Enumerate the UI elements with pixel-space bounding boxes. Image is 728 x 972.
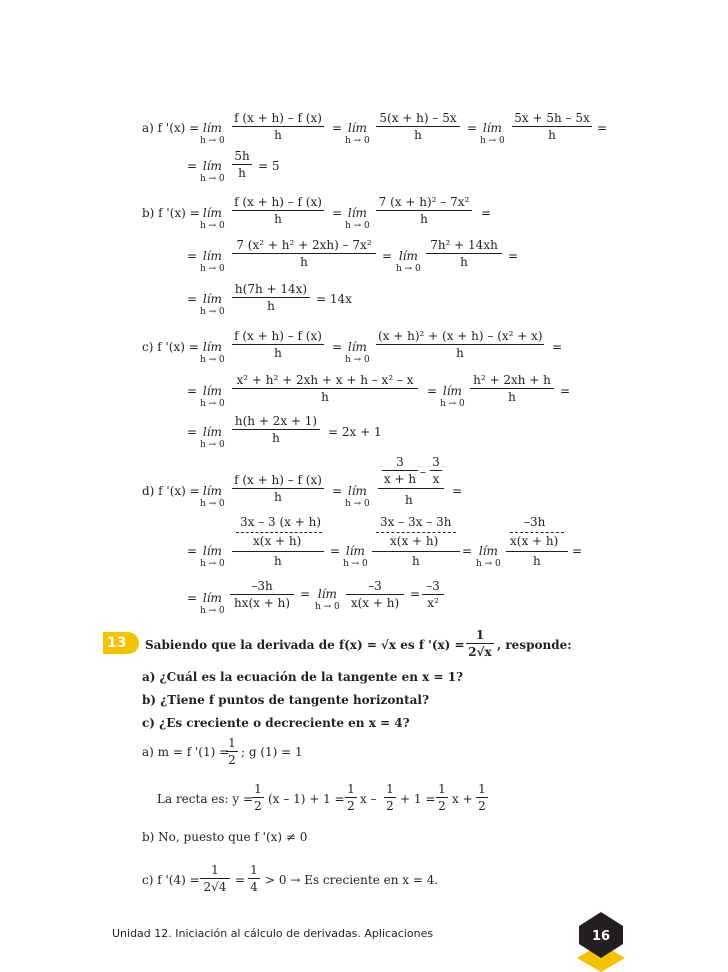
- fraction: 7 (x + h)² – 7x² h: [376, 196, 472, 225]
- equals-sign: =: [332, 206, 343, 220]
- fraction: f (x + h) – f (x) h: [232, 474, 324, 503]
- equals-sign: =: [508, 249, 519, 263]
- equals-sign: =: [452, 484, 463, 498]
- limit: lím h → 0: [200, 544, 225, 569]
- result: = 2x + 1: [328, 425, 382, 439]
- answer-c: c) f '(4) =: [142, 873, 200, 887]
- equals-sign: =: [187, 159, 198, 173]
- fraction: 1 2√4: [200, 864, 230, 893]
- equals-sign: =: [410, 587, 421, 601]
- limit: lím h → 0: [200, 384, 225, 409]
- numerator: 3x – 3 (x + h): [240, 515, 322, 529]
- equation-term: x +: [452, 792, 473, 806]
- limit: lím h → 0: [343, 544, 368, 569]
- fraction: 5x + 5h – 5x h: [512, 112, 592, 141]
- numerator: x(x + h): [510, 534, 559, 548]
- equals-sign: =: [462, 544, 473, 558]
- fraction: 1 2√x: [466, 629, 494, 658]
- fraction-bar: [232, 551, 324, 552]
- limit: lím h → 0: [200, 121, 225, 146]
- question-a: a) ¿Cuál es la ecuación de la tangente en x = 1?: [142, 670, 464, 684]
- fraction: 1 2: [384, 783, 396, 812]
- equals-sign: =: [187, 249, 198, 263]
- numerator: 3x – 3x – 3h: [380, 515, 452, 529]
- equals-sign: =: [467, 121, 478, 135]
- answer-a: a) m = f '(1) =: [142, 745, 230, 759]
- equals-sign: =: [560, 384, 571, 398]
- fraction: f (x + h) – f (x) h: [232, 196, 324, 225]
- fraction: f (x + h) – f (x) h: [232, 330, 324, 359]
- part-c-label: c) f '(x) =: [142, 340, 199, 354]
- fraction: (x + h)² + (x + h) – (x² + x) h: [378, 329, 543, 360]
- fraction: 3 x: [430, 456, 442, 485]
- answer-c-conclusion: > 0 → Es creciente en x = 4.: [265, 873, 439, 887]
- equals-sign: =: [332, 121, 343, 135]
- limit: lím h → 0: [200, 484, 225, 509]
- limit: lím h → 0: [345, 121, 370, 146]
- limit: lím h → 0: [200, 206, 225, 231]
- limit: lím h → 0: [315, 587, 340, 612]
- fraction-bar: [236, 532, 322, 533]
- denominator: h: [412, 554, 420, 568]
- part-d-label: d) f '(x) =: [142, 484, 200, 498]
- equation-term: + 1 =: [400, 792, 436, 806]
- limit: lím h → 0: [480, 121, 505, 146]
- equals-sign: =: [300, 587, 311, 601]
- fraction: 1 4: [248, 864, 260, 893]
- limit: lím h → 0: [345, 484, 370, 509]
- minus-sign: –: [420, 465, 426, 479]
- fraction-bar: [506, 551, 568, 552]
- numerator: x(x + h): [253, 534, 302, 548]
- equals-sign: =: [332, 340, 343, 354]
- denominator: h: [405, 493, 413, 507]
- fraction-bar: [378, 488, 444, 489]
- answer-a-g: ; g (1) = 1: [241, 745, 303, 759]
- limit: lím h → 0: [200, 292, 225, 317]
- exercise-number-badge: [103, 632, 139, 654]
- fraction-bar: [372, 551, 460, 552]
- exercise-number: 13: [107, 635, 127, 651]
- limit: lím h → 0: [345, 206, 370, 231]
- equals-sign: =: [382, 249, 393, 263]
- tangent-line-label: La recta es: y =: [157, 792, 254, 806]
- page-number: 16: [591, 929, 611, 944]
- question-c: c) ¿Es creciente o decreciente en x = 4?: [142, 716, 410, 730]
- equation-term: (x – 1) + 1 =: [268, 792, 345, 806]
- answer-b: b) No, puesto que f '(x) ≠ 0: [142, 830, 308, 844]
- exercise-statement: Sabiendo que la derivada de f(x) = √x es f '(x) =: [145, 638, 465, 652]
- limit: lím h → 0: [200, 249, 225, 274]
- fraction: x² + h² + 2xh + x + h – x² – x h: [232, 374, 418, 403]
- footer-unit-title: Unidad 12. Iniciación al cálculo de derivadas. Aplicaciones: [112, 927, 434, 940]
- equals-sign: =: [187, 384, 198, 398]
- fraction: –3h hx(x + h): [230, 580, 294, 609]
- equals-sign: =: [597, 121, 608, 135]
- limit: lím h → 0: [200, 159, 225, 184]
- fraction: 1 2: [226, 737, 238, 766]
- equals-sign: =: [572, 544, 583, 558]
- equals-sign: =: [332, 484, 343, 498]
- part-b-label: b) f '(x) =: [142, 206, 200, 220]
- fraction: 1 2: [345, 783, 357, 812]
- equals-sign: =: [481, 206, 492, 220]
- exercise-statement-end: , responde:: [497, 638, 572, 652]
- fraction: 1 2: [476, 783, 488, 812]
- limit: lím h → 0: [200, 425, 225, 450]
- equals-sign: =: [330, 544, 341, 558]
- equals-sign: =: [187, 292, 198, 306]
- fraction: 5h h: [232, 150, 252, 179]
- numerator: –3h: [524, 515, 546, 529]
- fraction: 1 2: [252, 783, 264, 812]
- limit: lím h → 0: [476, 544, 501, 569]
- fraction: f (x + h) – f (x) h: [232, 112, 324, 141]
- part-a-label: a) f '(x) =: [142, 121, 200, 135]
- denominator: h: [533, 554, 541, 568]
- limit: lím h → 0: [200, 340, 225, 365]
- fraction: –3 x(x + h): [346, 580, 404, 609]
- fraction: h(h + 2x + 1) h: [232, 415, 320, 444]
- fraction: 7h² + 14xh h: [426, 239, 502, 268]
- equals-sign: =: [187, 425, 198, 439]
- limit: lím h → 0: [396, 249, 421, 274]
- numerator: x(x + h): [390, 534, 439, 548]
- equation-term: x –: [360, 792, 377, 806]
- equals-sign: =: [427, 384, 438, 398]
- equals-sign: =: [552, 340, 563, 354]
- fraction-bar: [510, 532, 564, 533]
- equals-sign: =: [235, 873, 246, 887]
- limit: lím h → 0: [200, 591, 225, 616]
- fraction: –3 x²: [422, 580, 444, 609]
- fraction: 7 (x² + h² + 2xh) – 7x² h: [232, 239, 376, 268]
- limit: lím h → 0: [345, 340, 370, 365]
- equals-sign: =: [187, 544, 198, 558]
- fraction: h² + 2xh + h h: [470, 374, 554, 403]
- page-number-diamond: [575, 912, 627, 972]
- equals-sign: =: [187, 591, 198, 605]
- result: = 5: [258, 159, 280, 173]
- fraction: h(7h + 14x) h: [232, 283, 310, 312]
- fraction-bar: [376, 532, 456, 533]
- fraction: 5(x + h) – 5x h: [376, 112, 460, 141]
- fraction: 3 x + h: [383, 455, 417, 486]
- limit: lím h → 0: [440, 384, 465, 409]
- fraction: 1 2: [436, 783, 448, 812]
- result: = 14x: [316, 292, 352, 306]
- question-b: b) ¿Tiene f puntos de tangente horizontal?: [142, 693, 430, 707]
- denominator: h: [274, 554, 282, 568]
